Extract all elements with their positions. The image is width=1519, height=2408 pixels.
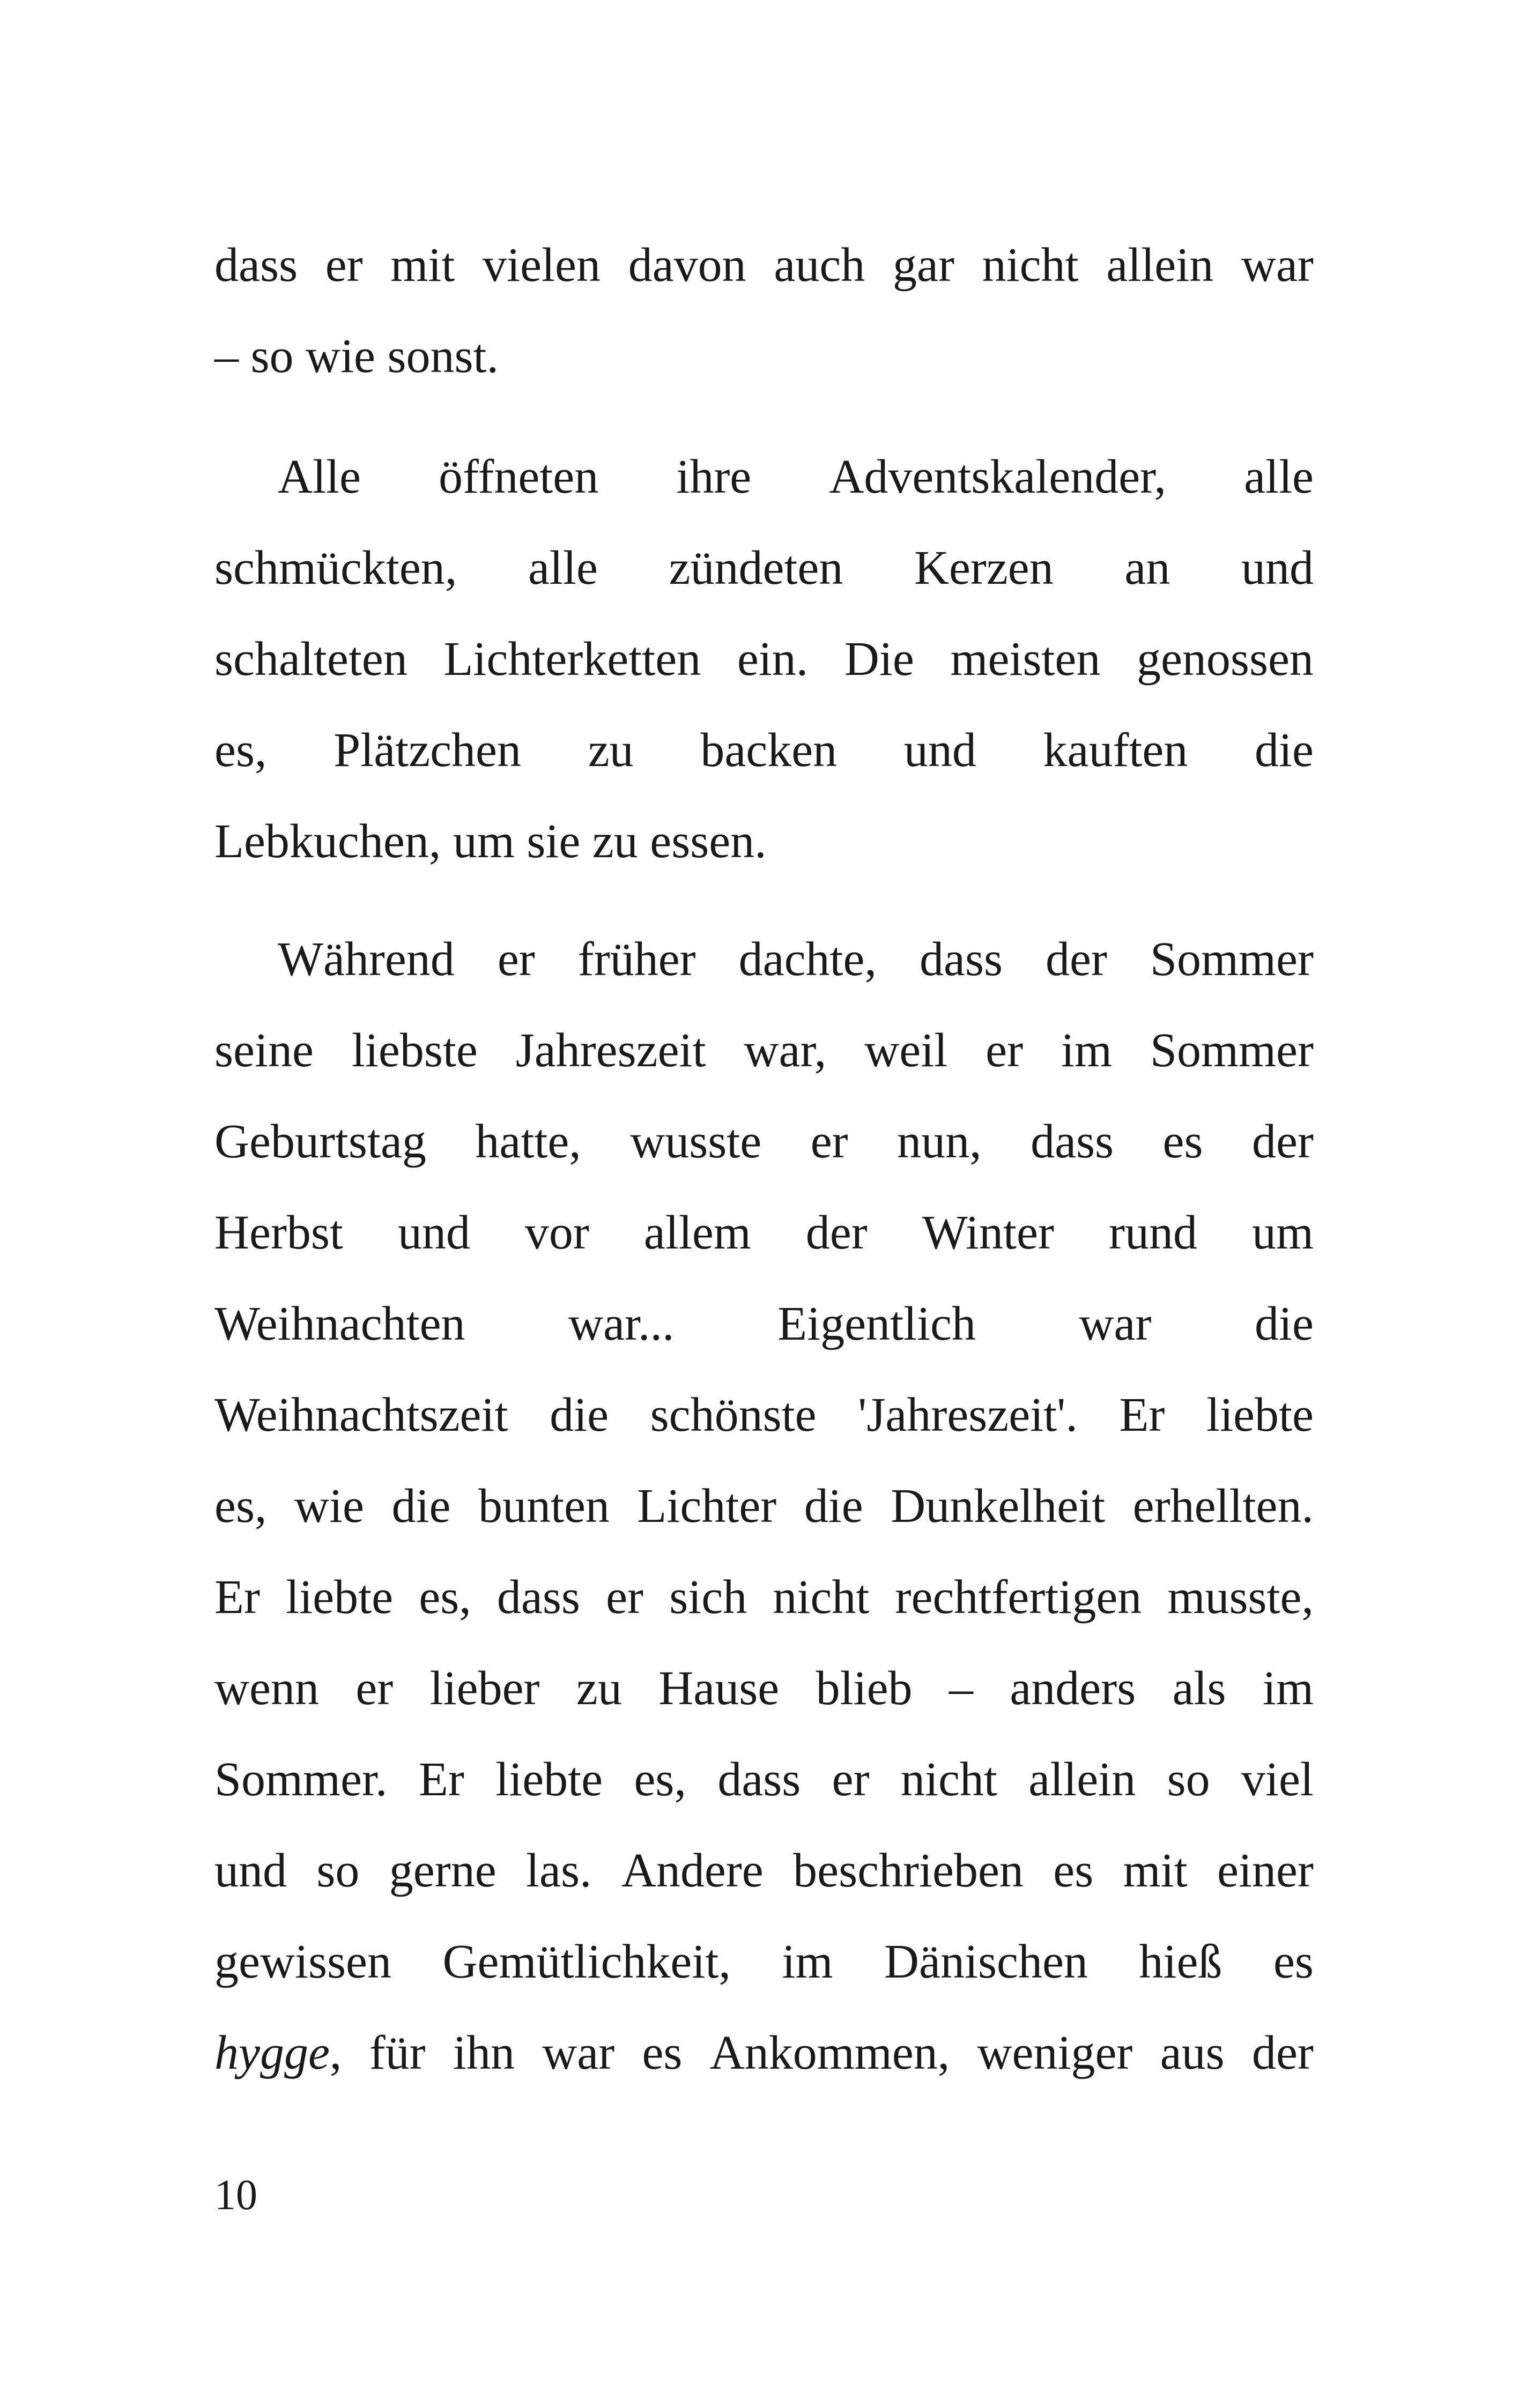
text-line bbox=[214, 1107, 1314, 1177]
word: liebte bbox=[495, 1753, 603, 1806]
word: es bbox=[1162, 1115, 1203, 1168]
word: es, bbox=[419, 1571, 471, 1624]
text-line bbox=[214, 1927, 1314, 1997]
word: genossen bbox=[1136, 633, 1314, 686]
word: dass bbox=[920, 933, 1003, 986]
text-line bbox=[214, 1654, 1314, 1723]
word: 'Jahreszeit'. bbox=[858, 1388, 1078, 1441]
text-line bbox=[214, 1836, 1314, 1906]
word: er bbox=[832, 1753, 870, 1806]
word: zu bbox=[588, 724, 634, 777]
italic-word: hygge bbox=[214, 2026, 330, 2079]
word: der bbox=[1046, 933, 1107, 986]
word: Weihnachten bbox=[214, 1297, 465, 1350]
word: Jahreszeit bbox=[515, 1024, 706, 1077]
word: Ankommen, bbox=[709, 2026, 950, 2079]
word: er bbox=[325, 239, 363, 292]
word: Die bbox=[844, 633, 914, 686]
word: bunten bbox=[478, 1480, 610, 1533]
word: ein. bbox=[737, 633, 809, 686]
text-line bbox=[214, 1563, 1314, 1632]
punctuation: , bbox=[329, 2026, 342, 2079]
text-line bbox=[214, 625, 1314, 694]
word: Sommer bbox=[1150, 1024, 1314, 1077]
word: Gemütlichkeit, bbox=[442, 1935, 731, 1988]
word: im bbox=[1262, 1662, 1314, 1715]
word: gewissen bbox=[214, 1935, 391, 1988]
word: ihn bbox=[453, 2026, 515, 2079]
text-line bbox=[214, 1745, 1314, 1815]
word: weil bbox=[864, 1024, 948, 1077]
word: Herbst bbox=[214, 1206, 343, 1259]
word: im bbox=[782, 1935, 833, 1988]
word: musste, bbox=[1167, 1571, 1314, 1624]
word: es, bbox=[634, 1753, 686, 1806]
word: Lichterketten bbox=[443, 633, 701, 686]
word: nun, bbox=[897, 1115, 982, 1168]
word: früher bbox=[577, 933, 696, 986]
word: liebte bbox=[286, 1571, 394, 1624]
word: der bbox=[805, 1206, 868, 1259]
word: so bbox=[1167, 1753, 1210, 1806]
word: Plätzchen bbox=[334, 724, 522, 777]
word: aus bbox=[1160, 2026, 1225, 2079]
word: Er bbox=[214, 1571, 260, 1624]
word: erhellten. bbox=[1132, 1480, 1314, 1533]
word: Sommer bbox=[1150, 933, 1314, 986]
word: weniger bbox=[977, 2026, 1133, 2079]
word: er bbox=[497, 933, 535, 986]
word: Winter bbox=[922, 1206, 1054, 1259]
word: schmückten, bbox=[214, 541, 457, 594]
text-line bbox=[214, 1380, 1314, 1450]
word: Sommer. bbox=[214, 1753, 388, 1806]
word: nicht bbox=[900, 1753, 997, 1806]
word: Während bbox=[278, 933, 455, 986]
text-line: Lebkuchen, um sie zu essen. bbox=[214, 815, 767, 868]
word: vor bbox=[524, 1206, 589, 1259]
word: Andere bbox=[621, 1844, 764, 1897]
word: liebste bbox=[351, 1024, 478, 1077]
word: nicht bbox=[982, 239, 1079, 292]
word: allein bbox=[1028, 1753, 1136, 1806]
word: vielen bbox=[483, 239, 601, 292]
word: an bbox=[1124, 541, 1170, 594]
word: nicht bbox=[773, 1571, 870, 1624]
word: dass bbox=[214, 239, 298, 292]
word: auch bbox=[774, 239, 865, 292]
word: wusste bbox=[630, 1115, 762, 1168]
word: liebte bbox=[1206, 1388, 1314, 1441]
word: Kerzen bbox=[914, 541, 1054, 594]
word: Er bbox=[418, 1753, 464, 1806]
word: Adventskalender, bbox=[829, 450, 1167, 503]
word: allein bbox=[1106, 239, 1214, 292]
word: Dunkelheit bbox=[891, 1480, 1106, 1533]
word: Lichter bbox=[637, 1480, 777, 1533]
word: Weihnachtszeit bbox=[214, 1388, 508, 1441]
word: Geburtstag bbox=[214, 1115, 426, 1168]
word: zündeten bbox=[669, 541, 843, 594]
word: es bbox=[642, 2026, 683, 2079]
word: backen bbox=[700, 724, 838, 777]
word: es, bbox=[214, 724, 267, 777]
word: ihre bbox=[676, 450, 752, 503]
word: im bbox=[1061, 1024, 1113, 1077]
word: der bbox=[1252, 1115, 1314, 1168]
word: so bbox=[316, 1844, 360, 1897]
word: die bbox=[1255, 1297, 1314, 1350]
text-line-last bbox=[214, 2018, 1314, 2088]
word: mit bbox=[390, 239, 455, 292]
word: lieber bbox=[429, 1662, 540, 1715]
text-line bbox=[214, 716, 1314, 785]
word: war bbox=[542, 2026, 615, 2079]
word: war bbox=[1079, 1297, 1152, 1350]
word: dass bbox=[717, 1753, 801, 1806]
word: Eigentlich bbox=[777, 1297, 976, 1350]
word: sich bbox=[669, 1571, 747, 1624]
word: als bbox=[1172, 1662, 1226, 1715]
text-line bbox=[214, 1198, 1314, 1268]
word: wenn bbox=[214, 1662, 319, 1715]
word: blieb bbox=[816, 1662, 913, 1715]
word: er bbox=[355, 1662, 394, 1715]
word: dass bbox=[1031, 1115, 1114, 1168]
word: schalteten bbox=[214, 633, 407, 686]
word: die bbox=[1255, 724, 1314, 777]
text-line bbox=[214, 533, 1314, 603]
word: und bbox=[397, 1206, 470, 1259]
word: rechtfertigen bbox=[895, 1571, 1142, 1624]
word: alle bbox=[1244, 450, 1314, 503]
word: dass bbox=[497, 1571, 580, 1624]
text-line: – so wie sonst. bbox=[214, 330, 499, 383]
word: die bbox=[550, 1388, 609, 1441]
word: meisten bbox=[950, 633, 1101, 686]
word: öffneten bbox=[439, 450, 599, 503]
text-line bbox=[214, 925, 1314, 994]
word: für bbox=[369, 2026, 426, 2079]
word: es bbox=[1053, 1844, 1094, 1897]
word: gerne bbox=[389, 1844, 497, 1897]
text-line bbox=[214, 231, 1314, 300]
word: mit bbox=[1123, 1844, 1188, 1897]
word: davon bbox=[628, 239, 746, 292]
word: er bbox=[606, 1571, 644, 1624]
word: rund bbox=[1108, 1206, 1197, 1259]
text-line bbox=[214, 442, 1314, 512]
word: der bbox=[1251, 2026, 1314, 2079]
text-line bbox=[214, 1016, 1314, 1086]
page-number: 10 bbox=[214, 2172, 257, 2219]
word: kauften bbox=[1043, 724, 1188, 777]
word: war bbox=[1241, 239, 1314, 292]
word: alle bbox=[528, 541, 598, 594]
word: hieß bbox=[1139, 1935, 1222, 1988]
word: und bbox=[214, 1844, 287, 1897]
word: zu bbox=[576, 1662, 622, 1715]
word: beschrieben bbox=[793, 1844, 1024, 1897]
word bbox=[214, 2018, 342, 2088]
word: wie bbox=[294, 1480, 364, 1533]
word: um bbox=[1251, 1206, 1314, 1259]
word: hatte, bbox=[475, 1115, 581, 1168]
word: – bbox=[949, 1662, 973, 1715]
word: viel bbox=[1241, 1753, 1314, 1806]
word: gar bbox=[893, 239, 954, 292]
word: anders bbox=[1010, 1662, 1136, 1715]
word: die bbox=[391, 1480, 451, 1533]
word: Hause bbox=[658, 1662, 780, 1715]
word: es, bbox=[214, 1480, 267, 1533]
word: er bbox=[986, 1024, 1024, 1077]
word: schönste bbox=[650, 1388, 817, 1441]
word: las. bbox=[526, 1844, 592, 1897]
word: es bbox=[1273, 1935, 1314, 1988]
word: er bbox=[810, 1115, 848, 1168]
word: war... bbox=[568, 1297, 675, 1350]
word: Alle bbox=[278, 450, 361, 503]
word: und bbox=[1241, 541, 1314, 594]
word: dachte, bbox=[738, 933, 877, 986]
word: und bbox=[903, 724, 976, 777]
word: allem bbox=[643, 1206, 751, 1259]
word: Er bbox=[1119, 1388, 1165, 1441]
word: seine bbox=[214, 1024, 314, 1077]
word: Dänischen bbox=[884, 1935, 1088, 1988]
word: einer bbox=[1217, 1844, 1314, 1897]
word: die bbox=[804, 1480, 863, 1533]
text-line bbox=[214, 1471, 1314, 1541]
text-line bbox=[214, 1289, 1314, 1359]
word: war, bbox=[744, 1024, 827, 1077]
